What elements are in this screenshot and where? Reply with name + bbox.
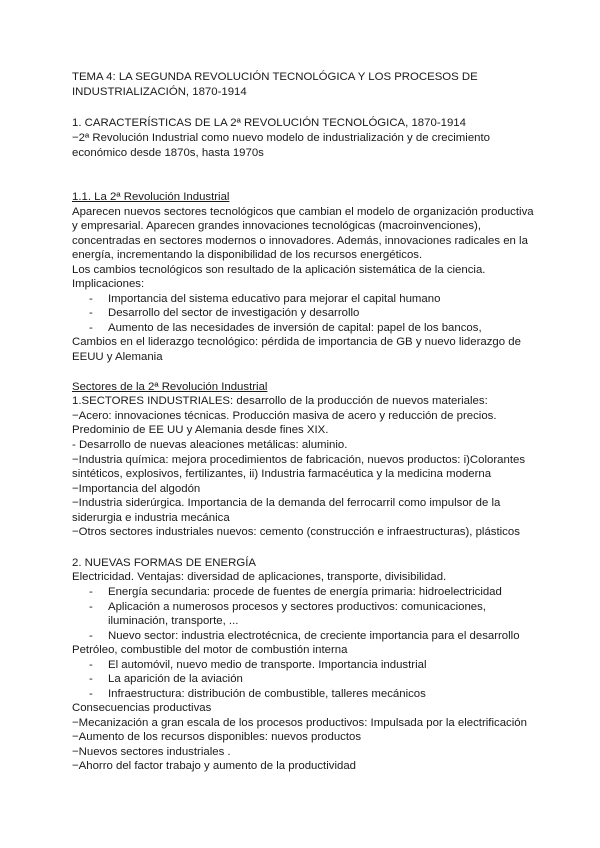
list-bullet: - <box>89 673 93 685</box>
list-item: Desarrollo del sector de investigación y desarrollo <box>108 307 360 319</box>
section-1-1-line: Cambios en el liderazgo tecnológico: pérdida de importancia de GB y nuevo liderazgo de <box>72 336 521 348</box>
doc-title-line-1: TEMA 4: LA SEGUNDA REVOLUCIÓN TECNOLÓGICA Y LOS PROCESOS DE <box>72 71 478 83</box>
list-bullet: - <box>89 586 93 598</box>
list-item: Importancia del sistema educativo para mejorar el capital humano <box>108 293 441 305</box>
sectores-line: −Otros sectores industriales nuevos: cemento (construcción e infraestructuras), plásticos <box>72 526 520 538</box>
list-bullet: - <box>89 322 93 334</box>
sectores-line: −Acero: innovaciones técnicas. Producción masiva de acero y reducción de precios. <box>72 410 497 422</box>
section-2-line: Electricidad. Ventajas: diversidad de aplicaciones, transporte, divisibilidad. <box>72 571 447 583</box>
sectores-line: −Industria siderúrgica. Importancia de la demanda del ferrocarril como impulsor de la <box>72 497 501 509</box>
section-1-1-line: energía, incrementando la disponibilidad de los recursos energéticos. <box>72 249 423 261</box>
section-1-1-line: concentradas en sectores modernos o innovadores. Además, innovaciones radicales en la <box>72 235 528 247</box>
section-2-line: −Mecanización a gran escala de los procesos productivos: Impulsada por la electrificación <box>72 717 527 729</box>
section-1-heading: 1. CARACTERÍSTICAS DE LA 2ª REVOLUCIÓN TECNOLÓGICA, 1870-1914 <box>72 117 466 129</box>
doc-title-line-2: INDUSTRIALIZACIÓN, 1870-1914 <box>72 86 247 98</box>
list-item: Aplicación a numerosos procesos y sectores productivos: comunicaciones, <box>108 601 486 613</box>
sectores-line: −Industria química: mejora procedimientos de fabricación, nuevos productos: i)Colorantes <box>72 454 526 466</box>
section-2-heading: 2. NUEVAS FORMAS DE ENERGÍA <box>72 557 256 569</box>
section-1-line: −2ª Revolución Industrial como nuevo modelo de industrialización y de crecimiento <box>72 132 490 144</box>
section-2-line: −Nuevos sectores industriales . <box>72 746 231 758</box>
section-2-line: −Ahorro del factor trabajo y aumento de la productividad <box>72 760 356 772</box>
section-1-1-line: EEUU y Alemania <box>72 351 163 363</box>
sectores-heading: Sectores de la 2ª Revolución Industrial <box>72 381 268 393</box>
list-bullet: - <box>89 601 93 613</box>
section-1-1-line: y empresarial. Aparecen grandes innovaciones tecnológicas (macroinvenciones), <box>72 220 482 232</box>
list-bullet: - <box>89 307 93 319</box>
section-2-line: Petróleo, combustible del motor de combustión interna <box>72 644 348 656</box>
list-item: Nuevo sector: industria electrotécnica, de creciente importancia para el desarrollo <box>108 630 520 642</box>
list-item: La aparición de la aviación <box>108 673 243 685</box>
list-item: Aumento de las necesidades de inversión de capital: papel de los bancos, <box>108 322 482 334</box>
section-1-1-line: Los cambios tecnológicos son resultado de la aplicación sistemática de la ciencia. <box>72 264 486 276</box>
sectores-line: 1.SECTORES INDUSTRIALES: desarrollo de la producción de nuevos materiales: <box>72 395 488 407</box>
list-bullet: - <box>89 688 93 700</box>
list-bullet: - <box>89 630 93 642</box>
list-bullet: - <box>89 293 93 305</box>
list-bullet: - <box>89 659 93 671</box>
sectores-line: Predominio de EE UU y Alemania desde fines XIX. <box>72 424 329 436</box>
section-1-line: económico desde 1870s, hasta 1970s <box>72 147 264 159</box>
section-2-line: −Aumento de los recursos disponibles: nuevos productos <box>72 731 362 743</box>
list-item: El automóvil, nuevo medio de transporte. Importancia industrial <box>108 659 427 671</box>
sectores-line: sintéticos, explosivos, fertilizantes, ii) Industria farmacéutica y la medicina moderna <box>72 468 492 480</box>
list-item: Energía secundaria: procede de fuentes de energía primaria: hidroelectricidad <box>108 586 502 598</box>
sectores-line: siderurgia e industria mecánica <box>72 512 230 524</box>
sectores-line: - Desarrollo de nuevas aleaciones metálicas: aluminio. <box>72 439 348 451</box>
section-2-line: Consecuencias productivas <box>72 702 212 714</box>
section-1-1-heading: 1.1. La 2ª Revolución Industrial <box>72 191 230 203</box>
section-1-1-line: Aparecen nuevos sectores tecnológicos que cambian el modelo de organización productiva <box>72 206 534 218</box>
section-1-1-line: Implicaciones: <box>72 278 145 290</box>
list-item: Infraestructura: distribución de combustible, talleres mecánicos <box>108 688 426 700</box>
sectores-line: −Importancia del algodón <box>72 483 201 495</box>
list-item-continuation: iluminación, transporte, ... <box>108 615 239 627</box>
